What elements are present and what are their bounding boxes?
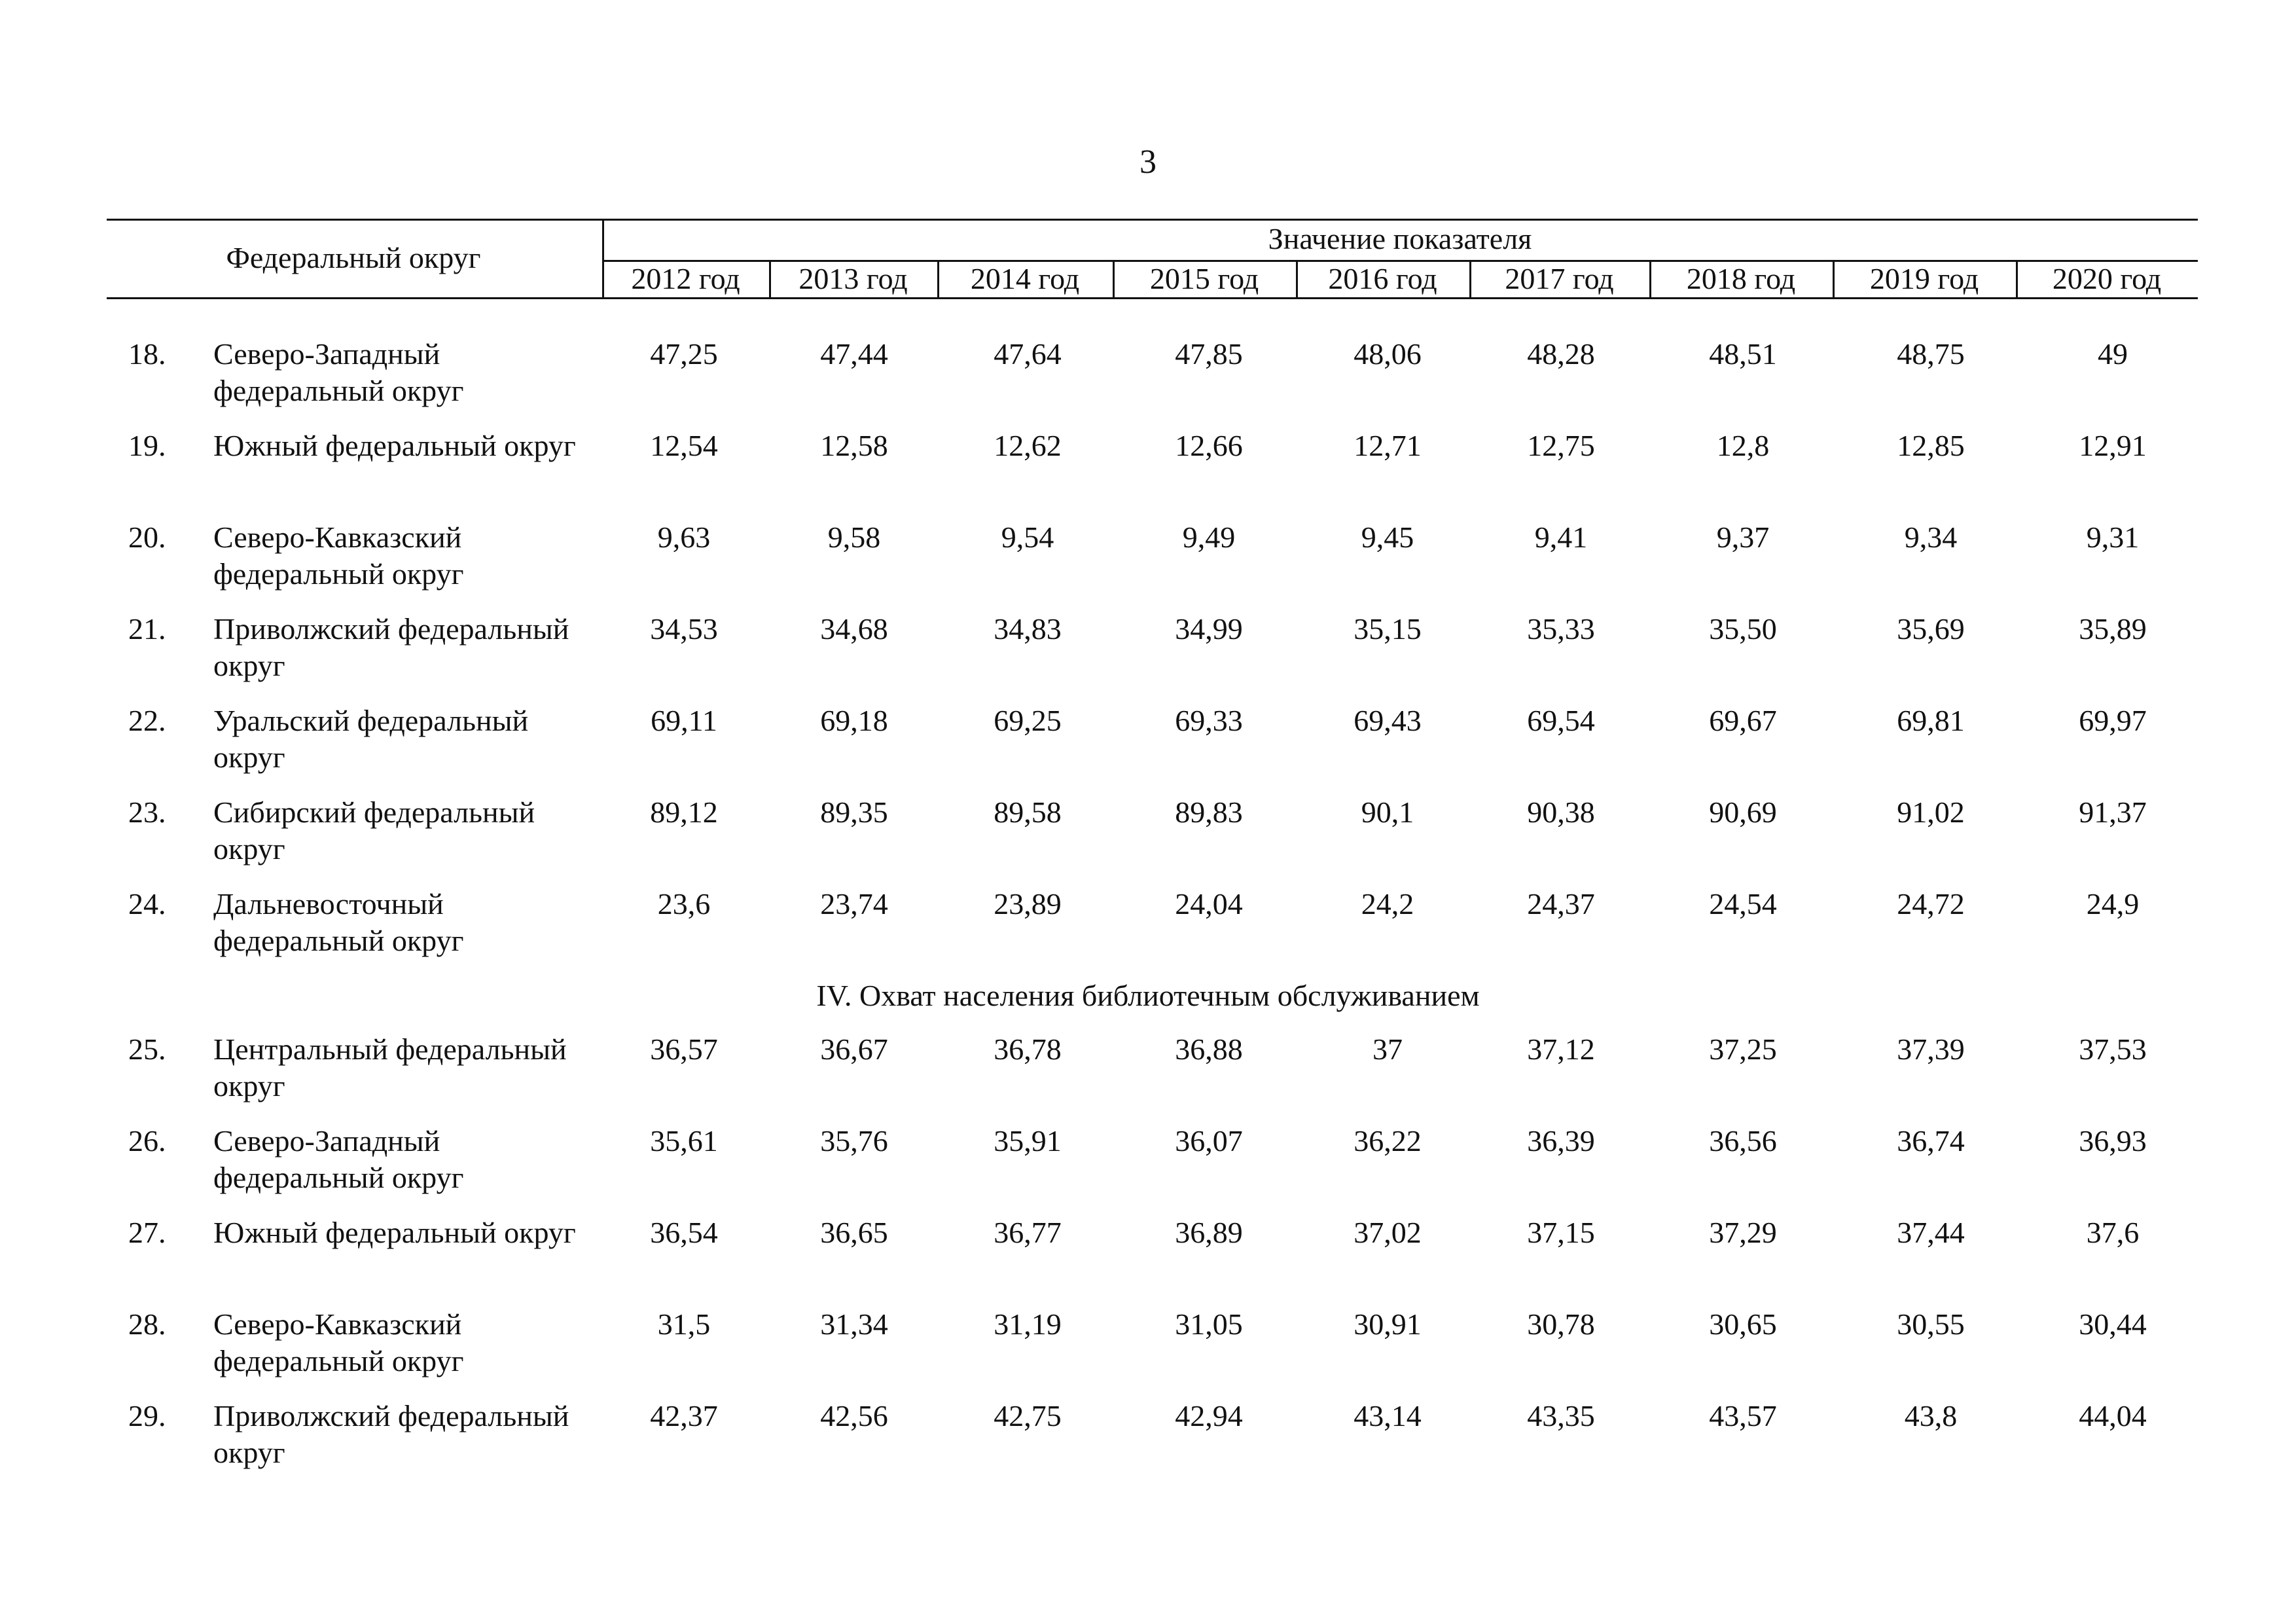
indicator-value: 48,06 bbox=[1354, 337, 1422, 371]
federal-okrug-name: Южный федеральный округ bbox=[213, 429, 576, 462]
table-row bbox=[0, 336, 2296, 421]
header-year: 2018 год bbox=[1686, 262, 1796, 295]
indicator-value: 89,83 bbox=[1175, 795, 1243, 829]
indicator-value: 31,34 bbox=[820, 1307, 888, 1341]
page-number: 3 bbox=[1139, 143, 1157, 181]
indicator-value: 31,19 bbox=[994, 1307, 1062, 1341]
section-title: IV. Охват населения библиотечным обслуживанием bbox=[816, 979, 1480, 1012]
row-number: 26. bbox=[128, 1124, 166, 1158]
indicator-value: 69,97 bbox=[2079, 704, 2147, 737]
indicator-value: 37,15 bbox=[1527, 1216, 1595, 1249]
indicator-value: 47,25 bbox=[650, 337, 718, 371]
header-year-divider bbox=[1649, 260, 1651, 297]
indicator-value: 9,37 bbox=[1716, 520, 1770, 554]
row-number: 28. bbox=[128, 1307, 166, 1341]
indicator-value: 69,54 bbox=[1527, 704, 1595, 737]
header-year-divider bbox=[937, 260, 939, 297]
federal-okrug-name: Дальневосточный федеральный округ bbox=[213, 887, 464, 957]
indicator-value: 36,07 bbox=[1175, 1124, 1243, 1158]
header-year-divider bbox=[2016, 260, 2018, 297]
indicator-value: 9,49 bbox=[1182, 520, 1236, 554]
indicator-value: 30,65 bbox=[1709, 1307, 1777, 1341]
row-number: 22. bbox=[128, 704, 166, 737]
indicator-value: 36,93 bbox=[2079, 1124, 2147, 1158]
indicator-value: 43,57 bbox=[1709, 1399, 1777, 1432]
indicator-value: 9,34 bbox=[1904, 520, 1958, 554]
federal-okrug-name: Центральный федеральный округ bbox=[213, 1032, 567, 1103]
indicator-value: 89,35 bbox=[820, 795, 888, 829]
indicator-value: 43,35 bbox=[1527, 1399, 1595, 1432]
indicator-value: 90,69 bbox=[1709, 795, 1777, 829]
indicator-value: 37,12 bbox=[1527, 1032, 1595, 1066]
indicator-value: 12,54 bbox=[650, 429, 718, 462]
indicator-value: 36,57 bbox=[650, 1032, 718, 1066]
row-number: 29. bbox=[128, 1399, 166, 1432]
indicator-value: 12,66 bbox=[1175, 429, 1243, 462]
table-row bbox=[0, 1398, 2296, 1483]
indicator-value: 69,11 bbox=[651, 704, 717, 737]
federal-okrug-name: Южный федеральный округ bbox=[213, 1216, 576, 1249]
indicator-value: 36,89 bbox=[1175, 1216, 1243, 1249]
header-year: 2020 год bbox=[2052, 262, 2162, 295]
indicator-value: 24,2 bbox=[1361, 887, 1414, 921]
header-year-divider bbox=[1113, 260, 1115, 297]
header-indicator-value: Значение показателя bbox=[1268, 222, 1532, 255]
indicator-value: 12,71 bbox=[1354, 429, 1422, 462]
table-row bbox=[0, 1123, 2296, 1208]
row-number: 18. bbox=[128, 337, 166, 371]
indicator-value: 49 bbox=[2098, 337, 2128, 371]
indicator-value: 69,18 bbox=[820, 704, 888, 737]
indicator-value: 37 bbox=[1372, 1032, 1403, 1066]
indicator-value: 43,14 bbox=[1354, 1399, 1422, 1432]
indicator-value: 34,53 bbox=[650, 612, 718, 646]
header-year: 2014 год bbox=[970, 262, 1080, 295]
indicator-value: 89,58 bbox=[994, 795, 1062, 829]
indicator-value: 36,77 bbox=[994, 1216, 1062, 1249]
indicator-value: 23,89 bbox=[994, 887, 1062, 921]
indicator-value: 90,38 bbox=[1527, 795, 1595, 829]
header-bottom-rule bbox=[107, 297, 2198, 299]
row-number: 25. bbox=[128, 1032, 166, 1066]
indicator-value: 31,05 bbox=[1175, 1307, 1243, 1341]
federal-okrug-name: Северо-Кавказский федеральный округ bbox=[213, 520, 464, 591]
indicator-value: 35,61 bbox=[650, 1124, 718, 1158]
indicator-value: 35,69 bbox=[1897, 612, 1965, 646]
indicator-value: 48,28 bbox=[1527, 337, 1595, 371]
indicator-value: 30,78 bbox=[1527, 1307, 1595, 1341]
table-row bbox=[0, 428, 2296, 513]
indicator-value: 24,04 bbox=[1175, 887, 1243, 921]
indicator-value: 36,67 bbox=[820, 1032, 888, 1066]
federal-okrug-name: Сибирский федеральный округ bbox=[213, 795, 535, 866]
header-year: 2013 год bbox=[798, 262, 908, 295]
indicator-value: 90,1 bbox=[1361, 795, 1414, 829]
indicator-value: 36,78 bbox=[994, 1032, 1062, 1066]
row-number: 23. bbox=[128, 795, 166, 829]
indicator-value: 42,37 bbox=[650, 1399, 718, 1432]
indicator-value: 37,53 bbox=[2079, 1032, 2147, 1066]
federal-okrug-name: Северо-Западный федеральный округ bbox=[213, 1124, 464, 1194]
indicator-value: 36,74 bbox=[1897, 1124, 1965, 1158]
table-row bbox=[0, 519, 2296, 604]
indicator-value: 35,15 bbox=[1354, 612, 1422, 646]
indicator-value: 37,39 bbox=[1897, 1032, 1965, 1066]
federal-okrug-name: Приволжский федеральный округ bbox=[213, 1399, 569, 1469]
indicator-value: 37,25 bbox=[1709, 1032, 1777, 1066]
indicator-value: 48,51 bbox=[1709, 337, 1777, 371]
indicator-value: 89,12 bbox=[650, 795, 718, 829]
row-number: 21. bbox=[128, 612, 166, 646]
indicator-value: 35,89 bbox=[2079, 612, 2147, 646]
indicator-value: 24,54 bbox=[1709, 887, 1777, 921]
table-row bbox=[0, 886, 2296, 971]
table-row bbox=[0, 702, 2296, 788]
indicator-value: 37,29 bbox=[1709, 1216, 1777, 1249]
indicator-value: 47,44 bbox=[820, 337, 888, 371]
indicator-value: 9,45 bbox=[1361, 520, 1414, 554]
indicator-value: 9,63 bbox=[657, 520, 711, 554]
indicator-value: 36,88 bbox=[1175, 1032, 1243, 1066]
indicator-value: 12,85 bbox=[1897, 429, 1965, 462]
indicator-value: 44,04 bbox=[2079, 1399, 2147, 1432]
row-number: 27. bbox=[128, 1216, 166, 1249]
indicator-value: 34,68 bbox=[820, 612, 888, 646]
indicator-value: 31,5 bbox=[657, 1307, 711, 1341]
row-number: 20. bbox=[128, 520, 166, 554]
indicator-value: 9,58 bbox=[827, 520, 881, 554]
row-number: 19. bbox=[128, 429, 166, 462]
indicator-value: 42,94 bbox=[1175, 1399, 1243, 1432]
indicator-value: 43,8 bbox=[1904, 1399, 1958, 1432]
federal-okrug-name: Северо-Кавказский федеральный округ bbox=[213, 1307, 464, 1377]
indicator-value: 9,31 bbox=[2086, 520, 2140, 554]
indicator-value: 69,43 bbox=[1354, 704, 1422, 737]
indicator-value: 35,50 bbox=[1709, 612, 1777, 646]
indicator-value: 12,58 bbox=[820, 429, 888, 462]
indicator-value: 36,56 bbox=[1709, 1124, 1777, 1158]
header-year-divider bbox=[1833, 260, 1835, 297]
indicator-value: 23,6 bbox=[657, 887, 711, 921]
indicator-value: 24,9 bbox=[2086, 887, 2140, 921]
indicator-value: 91,02 bbox=[1897, 795, 1965, 829]
header-top-rule bbox=[107, 219, 2198, 221]
indicator-value: 34,99 bbox=[1175, 612, 1243, 646]
indicator-value: 30,91 bbox=[1354, 1307, 1422, 1341]
header-year: 2017 год bbox=[1505, 262, 1614, 295]
header-year-divider bbox=[1296, 260, 1298, 297]
federal-okrug-name: Северо-Западный федеральный округ bbox=[213, 337, 464, 407]
header-year-divider bbox=[769, 260, 771, 297]
indicator-value: 47,85 bbox=[1175, 337, 1243, 371]
indicator-value: 37,02 bbox=[1354, 1216, 1422, 1249]
header-year-divider bbox=[1469, 260, 1471, 297]
indicator-value: 24,37 bbox=[1527, 887, 1595, 921]
indicator-value: 12,62 bbox=[994, 429, 1062, 462]
indicator-value: 36,54 bbox=[650, 1216, 718, 1249]
indicator-value: 23,74 bbox=[820, 887, 888, 921]
table-row bbox=[0, 611, 2296, 696]
indicator-value: 30,55 bbox=[1897, 1307, 1965, 1341]
indicator-value: 36,65 bbox=[820, 1216, 888, 1249]
indicator-value: 47,64 bbox=[994, 337, 1062, 371]
indicator-value: 30,44 bbox=[2079, 1307, 2147, 1341]
indicator-value: 37,44 bbox=[1897, 1216, 1965, 1249]
header-federal-okrug: Федеральный округ bbox=[226, 241, 481, 274]
table-row bbox=[0, 1214, 2296, 1300]
indicator-value: 9,41 bbox=[1534, 520, 1588, 554]
indicator-value: 12,8 bbox=[1716, 429, 1770, 462]
indicator-value: 12,75 bbox=[1527, 429, 1595, 462]
indicator-value: 12,91 bbox=[2079, 429, 2147, 462]
indicator-value: 69,67 bbox=[1709, 704, 1777, 737]
indicator-value: 36,22 bbox=[1354, 1124, 1422, 1158]
header-year: 2019 год bbox=[1869, 262, 1979, 295]
indicator-value: 34,83 bbox=[994, 612, 1062, 646]
indicator-value: 69,33 bbox=[1175, 704, 1243, 737]
table-row bbox=[0, 794, 2296, 879]
indicator-value: 35,91 bbox=[994, 1124, 1062, 1158]
header-year: 2015 год bbox=[1149, 262, 1259, 295]
indicator-value: 91,37 bbox=[2079, 795, 2147, 829]
header-year: 2016 год bbox=[1328, 262, 1437, 295]
indicator-value: 69,25 bbox=[994, 704, 1062, 737]
indicator-value: 37,6 bbox=[2086, 1216, 2140, 1249]
indicator-value: 35,76 bbox=[820, 1124, 888, 1158]
indicator-value: 36,39 bbox=[1527, 1124, 1595, 1158]
indicator-value: 42,56 bbox=[820, 1399, 888, 1432]
table-row bbox=[0, 1031, 2296, 1116]
row-number: 24. bbox=[128, 887, 166, 921]
indicator-value: 35,33 bbox=[1527, 612, 1595, 646]
federal-okrug-name: Приволжский федеральный округ bbox=[213, 612, 569, 682]
table-row bbox=[0, 1306, 2296, 1391]
indicator-value: 42,75 bbox=[994, 1399, 1062, 1432]
indicator-value: 48,75 bbox=[1897, 337, 1965, 371]
indicator-value: 69,81 bbox=[1897, 704, 1965, 737]
indicator-value: 9,54 bbox=[1001, 520, 1054, 554]
header-year: 2012 год bbox=[631, 262, 740, 295]
indicator-value: 24,72 bbox=[1897, 887, 1965, 921]
federal-okrug-name: Уральский федеральный округ bbox=[213, 704, 529, 774]
